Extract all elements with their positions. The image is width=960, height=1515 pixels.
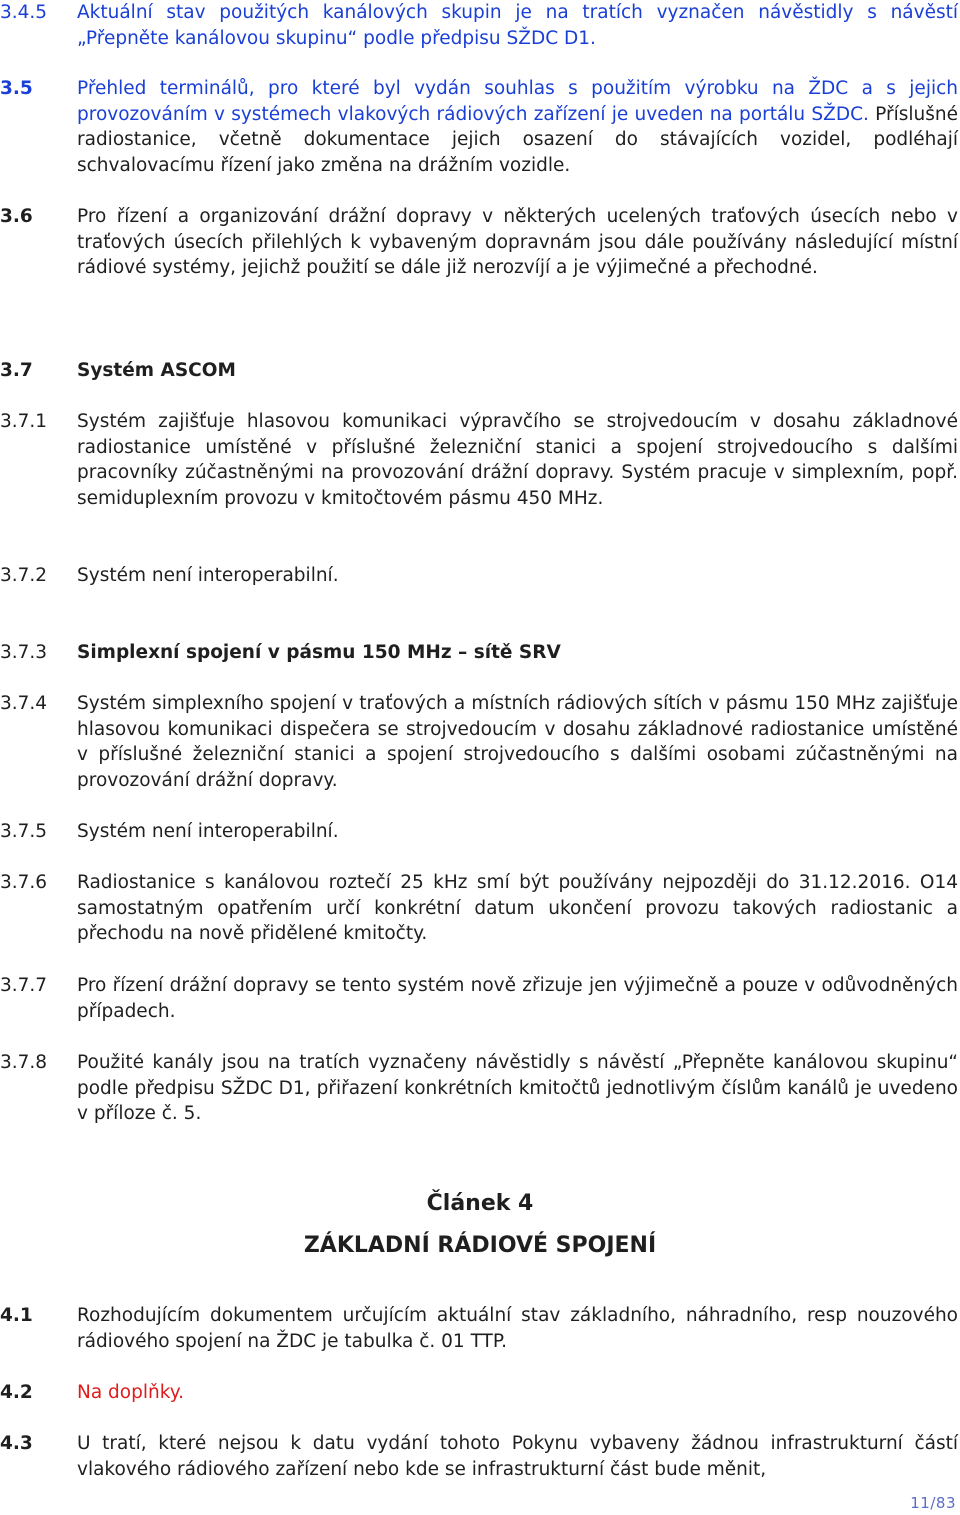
section-4-1 <box>0 1303 958 1354</box>
section-text: Použité kanály jsou na tratích vyznačeny návěstidly s návěstí „Přepněte kanálovou skupinu“ podle předpisu SŽDC D1, přiřazení konkrétních kmitočtů jednotlivým číslům kanálů je uvedeno v příloze č. 5. <box>77 1052 958 1124</box>
section-3-7-4 <box>0 691 958 793</box>
section-3-7-heading <box>0 358 958 384</box>
section-3-7-1 <box>0 409 958 511</box>
section-text <box>77 76 958 178</box>
section-heading: Systém ASCOM <box>77 360 236 381</box>
section-3-7-2 <box>0 563 958 589</box>
section-text: Radiostanice s kanálovou roztečí 25 kHz smí být používány nejpozději do 31.12.2016. O14 samostatným opatřením určí konkrétní datum ukončení provozu takových radiostanic a přechodu na nově přidělené kmitočty. <box>77 872 958 944</box>
section-3-4-5 <box>0 0 958 51</box>
section-3-7-6 <box>0 870 958 947</box>
section-text-highlight: Přehled terminálů, pro které byl vydán souhlas s použitím výrobku na ŽDC a s jejich provozováním v systémech vlakových rádiových zařízení je uveden na portálu SŽDC. <box>77 78 958 125</box>
section-3-5 <box>0 76 958 178</box>
section-number: 4.2 <box>0 1382 33 1403</box>
section-3-6 <box>0 204 958 281</box>
section-number: 3.5 <box>0 78 33 99</box>
section-number: 3.7.8 <box>0 1052 48 1073</box>
section-number: 4.3 <box>0 1433 33 1454</box>
section-3-7-3-heading <box>0 640 958 666</box>
section-text: Systém zajišťuje hlasovou komunikaci výpravčího se strojvedoucím v dosahu základnové radiostanice umístěné v příslušné železniční stanici a spojení strojvedoucího s dalšími pracovníky zúčastněnými na provozování drážní dopravy. Systém pracuje v simplexním, popř. semiduplexním provozu v kmitočtovém pásmu 450 MHz. <box>77 411 958 509</box>
section-heading: Simplexní spojení v pásmu 150 MHz – sítě SRV <box>77 642 561 663</box>
section-4-3 <box>0 1431 958 1482</box>
section-text: Pro řízení drážní dopravy se tento systém nově zřizuje jen výjimečně a pouze v odůvodněných případech. <box>77 975 958 1022</box>
section-3-7-8 <box>0 1050 958 1127</box>
section-text: U tratí, které nejsou k datu vydání tohoto Pokynu vybaveny žádnou infrastrukturní částí vlakového rádiového zařízení nebo kde se infrastrukturní část bude měnit, <box>77 1433 958 1480</box>
section-number: 3.7.7 <box>0 975 48 996</box>
section-text: Systém není interoperabilní. <box>77 565 339 586</box>
section-text: Aktuální stav použitých kanálových skupin je na tratích vyznačen návěstidly s návěstí „Přepněte kanálovou skupinu“ podle předpisu SŽDC D1. <box>77 2 958 49</box>
section-text: Pro řízení a organizování drážní dopravy v některých ucelených traťových úsecích nebo v traťových úsecích přilehlých k vybaveným dopravnám jsou dále používány následující místní rádiové systémy, jejichž použití se dále již nerozvíjí a je výjimečné a přechodné. <box>77 206 958 278</box>
section-text: Systém simplexního spojení v traťových a místních rádiových sítích v pásmu 150 MHz zajišťuje hlasovou komunikaci dispečera se strojvedoucím v dosahu základnové radiostanice umístěné v příslušné železniční stanici a spojení strojvedoucího s dalšími osobami zúčastněnými na provozování drážní dopravy. <box>77 693 958 791</box>
section-number: 3.7.3 <box>0 642 48 663</box>
section-text-rest: Příslušné radiostanice, včetně dokumentace jejich osazení do stávajících vozidel, podléhají schvalovacímu řízení jako změna na drážním vozidle. <box>77 103 958 176</box>
section-3-7-5 <box>0 819 958 845</box>
article-title: Článek 4 <box>426 1191 534 1216</box>
section-number: 3.7.4 <box>0 693 48 714</box>
section-4-2 <box>0 1380 958 1406</box>
article-subtitle: ZÁKLADNÍ RÁDIOVÉ SPOJENÍ <box>303 1233 657 1258</box>
section-number: 3.7.5 <box>0 821 48 842</box>
section-number: 3.7 <box>0 360 33 381</box>
section-number: 3.7.2 <box>0 565 48 586</box>
section-3-7-7 <box>0 973 958 1024</box>
section-text: Rozhodujícím dokumentem určujícím aktuální stav základního, náhradního, resp nouzového rádiového spojení na ŽDC je tabulka č. 01 TTP. <box>77 1305 958 1352</box>
page-number: 11/83 <box>910 1494 956 1512</box>
section-number: 3.6 <box>0 206 33 227</box>
section-number: 3.7.6 <box>0 872 48 893</box>
section-number: 4.1 <box>0 1305 33 1326</box>
section-number: 3.7.1 <box>0 411 48 432</box>
section-text: Na doplňky. <box>77 1382 184 1403</box>
section-number: 3.4.5 <box>0 2 48 23</box>
section-text: Systém není interoperabilní. <box>77 821 339 842</box>
